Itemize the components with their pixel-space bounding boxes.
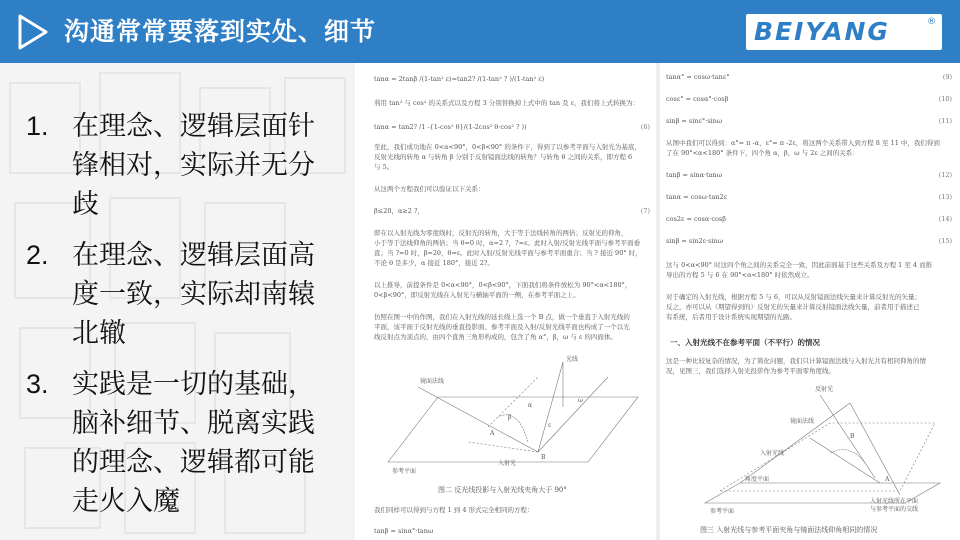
doc-line: 这是一种比较复杂的情况，为了简化问题，我们只计算镜面法线与入射光共有相同仰角的情 [666, 357, 926, 365]
doc-line: 小于等于法线仰角的两倍；当 θ=0 时，α=2 ?，?=ε。此时入射/反射光线平面与参考平面垂 [374, 239, 641, 247]
list-item [26, 107, 346, 224]
figure-label: 角度平面 [745, 476, 770, 483]
section-heading: 一、入射光线不在参考平面（不平行）的情况 [670, 338, 820, 347]
document-page-left [358, 63, 656, 540]
list-item [26, 365, 346, 521]
doc-line: 至此，我们成功地在 0<α<90°，0<β<90° 的条件下，得到了以参考平面与入射光为基底， [374, 143, 641, 151]
figure-caption: 图二 反光线投影与入射光线夹角大于 90° [438, 486, 567, 494]
play-arrow-icon [18, 14, 48, 50]
figure-label: A [490, 430, 495, 437]
figure-label: 参考平面 [392, 468, 417, 475]
equation-number: (13) [938, 193, 952, 201]
doc-line: 平面，该平面于反射光线的垂直投影面、参考平面及入射/反射光线平面也构成了一个以光 [374, 323, 630, 331]
figure-label: B [541, 454, 546, 461]
figure-label: ε [548, 422, 552, 429]
figure-label: 光线 [566, 356, 579, 363]
figure-label: A [885, 476, 890, 483]
equation-number: (7) [640, 207, 650, 215]
doc-line: tanβ = sinα·tanω [666, 171, 723, 179]
doc-line: 不论 θ 是多少，α 接近 180°，接近 2?。 [374, 259, 494, 267]
doc-line: tanα = 2tanβ /(1-tan² ε)=tan2? /(1-tan² ? )/(1-tan² ε) [374, 75, 545, 83]
list-item [26, 236, 346, 353]
doc-line: 与 5。 [374, 163, 394, 171]
doc-line: 仿照在图一中的作图，我们在入射光线的延长线上选一个 B 点，做一个垂直于入射光线的 [374, 313, 630, 321]
item-text: 实践是一切的基础，脑补细节、脱离实践的理念、逻辑都可能走火入魔 [72, 369, 315, 517]
item-text: 在理念、逻辑层面针锋相对，实际并无分歧 [72, 111, 315, 220]
item-number: 1. [26, 111, 49, 141]
doc-line: sinβ = sin2ε·sinω [666, 237, 724, 245]
doc-line: 反之，亦可以从（期望得到的）反射光的矢量来计算反射镜面法线矢量，前者用于描述已 [666, 303, 920, 311]
doc-line: 线反射点为顶点的，由四个直角三角形构成的，包含了角 α°，β，ω 与 ε 的四面体。 [374, 333, 617, 341]
figure-label: 与参考平面的交线 [870, 506, 919, 513]
doc-line: 从图中我们可以得到：α°= π -α，ε°= π -2ε，将这两个关系带入到方程 8 至 11 中，我们得到 [666, 139, 940, 147]
doc-line: 我们同样可以得到与方程 1 到 4 形式完全相同的方程： [374, 506, 534, 514]
equation-number: (14) [938, 215, 952, 223]
doc-line: 反射光线的转角 α 与转角 β 分别于反射镜面法线的转角？与转角 θ 之间的关系，即方程 6 [374, 153, 633, 161]
equation-number: (15) [938, 237, 952, 245]
figure-label: β [508, 414, 512, 421]
figure-label: ω [578, 397, 583, 404]
doc-line: β≤20，α≥2 ?， [374, 207, 424, 215]
slide-title: 沟通常常要落到实处、细节 [64, 17, 377, 46]
doc-line: 即在以入射光线为零度线时，反射光的转角，大于等于法线转角的两倍；反射光的仰角， [374, 229, 628, 237]
doc-line: 从这两个方程我们可以验证以下关系： [374, 185, 485, 193]
doc-line: 直；当 ?=0 时，β=2θ，θ=ε。此时入射/反射光线平面与参考平面重合；当 ? 接近 90° 时， [374, 249, 642, 257]
figure-label: 镜面法线 [420, 378, 445, 385]
equation-number: (6) [640, 123, 650, 131]
figure-label: 反射光 [815, 386, 834, 393]
figure-two-diagram [378, 347, 648, 477]
document-page-right [660, 63, 960, 540]
title-bar [0, 0, 960, 63]
item-text: 在理念、逻辑层面高度一致，实际却南辕北辙 [72, 240, 315, 349]
figure-caption: 图三 入射光线与参考平面夹角与镜面法线仰角相同的情况 [700, 526, 878, 534]
doc-line: tanβ = sinα°·tanω [374, 527, 434, 535]
figure-label: 入射光线 [760, 450, 785, 457]
doc-line: 利用 tan² 与 cos² 的关系式以及方程 3 分别替换掉上式中的 tan 及 ε，我们将上式转换为： [374, 99, 640, 107]
figure-three-diagram [700, 383, 950, 515]
doc-line: 导出的方程 5 与 6 在 90°<α<180° 时依然成立。 [666, 271, 814, 279]
item-number: 2. [26, 240, 49, 270]
figure-label: 参考平面 [710, 508, 735, 515]
figure-label: 镜面法线 [790, 418, 815, 425]
doc-line: 对于确定的入射光线，根据方程 5 与 6，可以从反射镜面法线矢量来计算反射光的矢量； [666, 293, 921, 301]
doc-line: tanα° = cosω·tanε° [666, 73, 730, 81]
doc-line: 了在 90°<α<180° 条件下，四个角 α，β，ω 与 2ε 之间的关系： [666, 149, 859, 157]
doc-line: 有系统，后者用于设计系统实现期望的光路。 [666, 313, 796, 321]
figure-label: 入射光线所在平面 [870, 498, 919, 505]
points-list [26, 107, 346, 533]
equation-number: (9) [942, 73, 952, 81]
doc-line: cosε° = cosα°·cosβ [666, 95, 729, 103]
doc-line: cos2ε = cosα·cosβ [666, 215, 726, 223]
doc-line: sinβ = sinε°·sinω [666, 117, 723, 125]
equation-number: (12) [938, 171, 952, 179]
logo-wordmark: BEIYANG [754, 17, 890, 46]
equation-number: (11) [938, 117, 952, 125]
figure-label: 入射光 [498, 460, 517, 467]
figure-label: α [528, 402, 533, 409]
equation-number: (10) [938, 95, 952, 103]
doc-line: tanα = cosω·tan2ε [666, 193, 728, 201]
beiyang-logo [746, 14, 942, 50]
doc-line: 这与 0<α<90° 时这四个角之间的关系完全一致，因此前面基于这些关系及方程 1 至 4 而推 [666, 261, 933, 269]
doc-line: 以上推导，前提条件是 0<α<90°，0<β<90°，下面我们将条件放松为 90°<α<180°， [374, 281, 632, 289]
points-panel [0, 63, 355, 540]
item-number: 3. [26, 369, 49, 399]
figure-label: B [850, 433, 855, 440]
doc-line: 0<β<90°，即反射光线在入射光与横轴平面的一侧，在参考平面之上。 [374, 291, 580, 299]
registered-mark: ® [927, 17, 936, 27]
doc-line: tanα = tan2? /1 -{1-cos² θ}/(1-2cos² θ·cos² ? )) [374, 123, 527, 131]
doc-line: 况，见图三，我们选择入射光投影作为参考平面零角度线。 [666, 367, 835, 375]
